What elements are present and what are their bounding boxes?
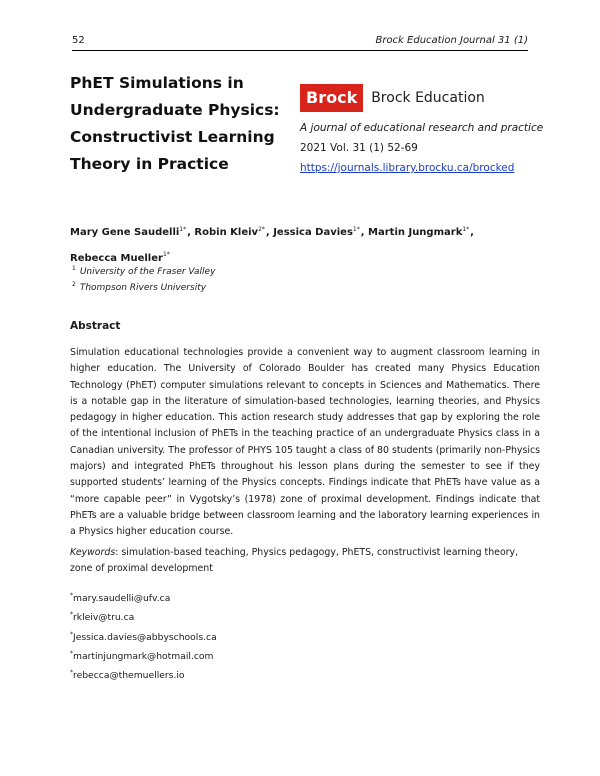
keywords-text: : simulation-based teaching, Physics pedagogy, PhETS, constructivist learning theory, zone of proximal development: [70, 547, 519, 575]
author: Rebecca Mueller$^{1*}$: [70, 251, 170, 264]
journal-info: [300, 118, 543, 178]
author: Martin Jungmark$^{1*}$,: [368, 226, 474, 239]
affiliation: $^1$ University of the Fraser Valley: [72, 265, 216, 277]
journal-tagline: A journal of educational research and practice: [300, 122, 544, 134]
email-item[interactable]: *Jessica.davies@abbyschools.ca: [70, 630, 217, 643]
author: Jessica Davies$^{1*}$,: [273, 226, 369, 239]
keywords-label: Keywords: [70, 547, 116, 558]
author: Robin Kleiv$^{2*}$,: [194, 226, 274, 239]
email-item[interactable]: *mary.saudelli@ufv.ca: [70, 592, 171, 605]
brand-name: Brock Education: [371, 90, 485, 106]
author: Mary Gene Saudelli$^{1*}$,: [70, 226, 195, 239]
author-list: [70, 219, 540, 270]
email-item[interactable]: *rebecca@themuellers.io: [70, 669, 185, 682]
journal-url-link[interactable]: https://journals.library.brocku.ca/brocked: [300, 162, 515, 174]
journal-brand: [300, 84, 485, 112]
running-journal-title: Brock Education Journal 31 (1): [375, 35, 528, 46]
keywords: [70, 545, 540, 578]
title-line: Constructivist Learning: [70, 128, 275, 146]
header-rule: [72, 50, 528, 51]
title-line: Undergraduate Physics:: [70, 101, 280, 119]
brock-logo: Brock: [300, 84, 363, 112]
abstract-heading: Abstract: [70, 320, 121, 332]
page-number: 52: [72, 35, 85, 46]
affiliation: $^2$ Thompson Rivers University: [72, 281, 207, 293]
email-item[interactable]: *rkleiv@tru.ca: [70, 611, 135, 624]
email-item[interactable]: *martinjungmark@hotmail.com: [70, 649, 214, 662]
title-line: Theory in Practice: [70, 155, 229, 173]
paper-title: [70, 70, 280, 178]
abstract-text: Simulation educational technologies provide a convenient way to augment classroom learning in higher education. The University of Colorado Boulder has created many Physics Education Technology (PhET) computer simulations relevant to concepts in Sciences and Mathematics. There is a notable gap in the literature of simulation-based technologies, learning theories, and Physics pedagogy in higher education. This action research study addresses that gap by exploring the role of the intentional inclusion of PhETs in the teaching practice of an undergraduate Physics class in a Canadian university. The professor of PHYS 105 taught a class of 80 students (primarily non-Physics majors) and integrated PhETs throughout his lesson plans during the semester to see if they supported students’ learning of the Physics concepts. Findings indicate that PhETs have value as a “more capable peer” in Vygotsky’s (1978) zone of proximal development. Findings indicate that PhETs are a valuable bridge between classroom learning and the laboratory learning experiences in a Physics higher education course.: [70, 347, 540, 538]
title-line: PhET Simulations in: [70, 74, 244, 92]
journal-volume: 2021 Vol. 31 (1) 52-69: [300, 142, 418, 154]
email-list: [70, 588, 217, 684]
